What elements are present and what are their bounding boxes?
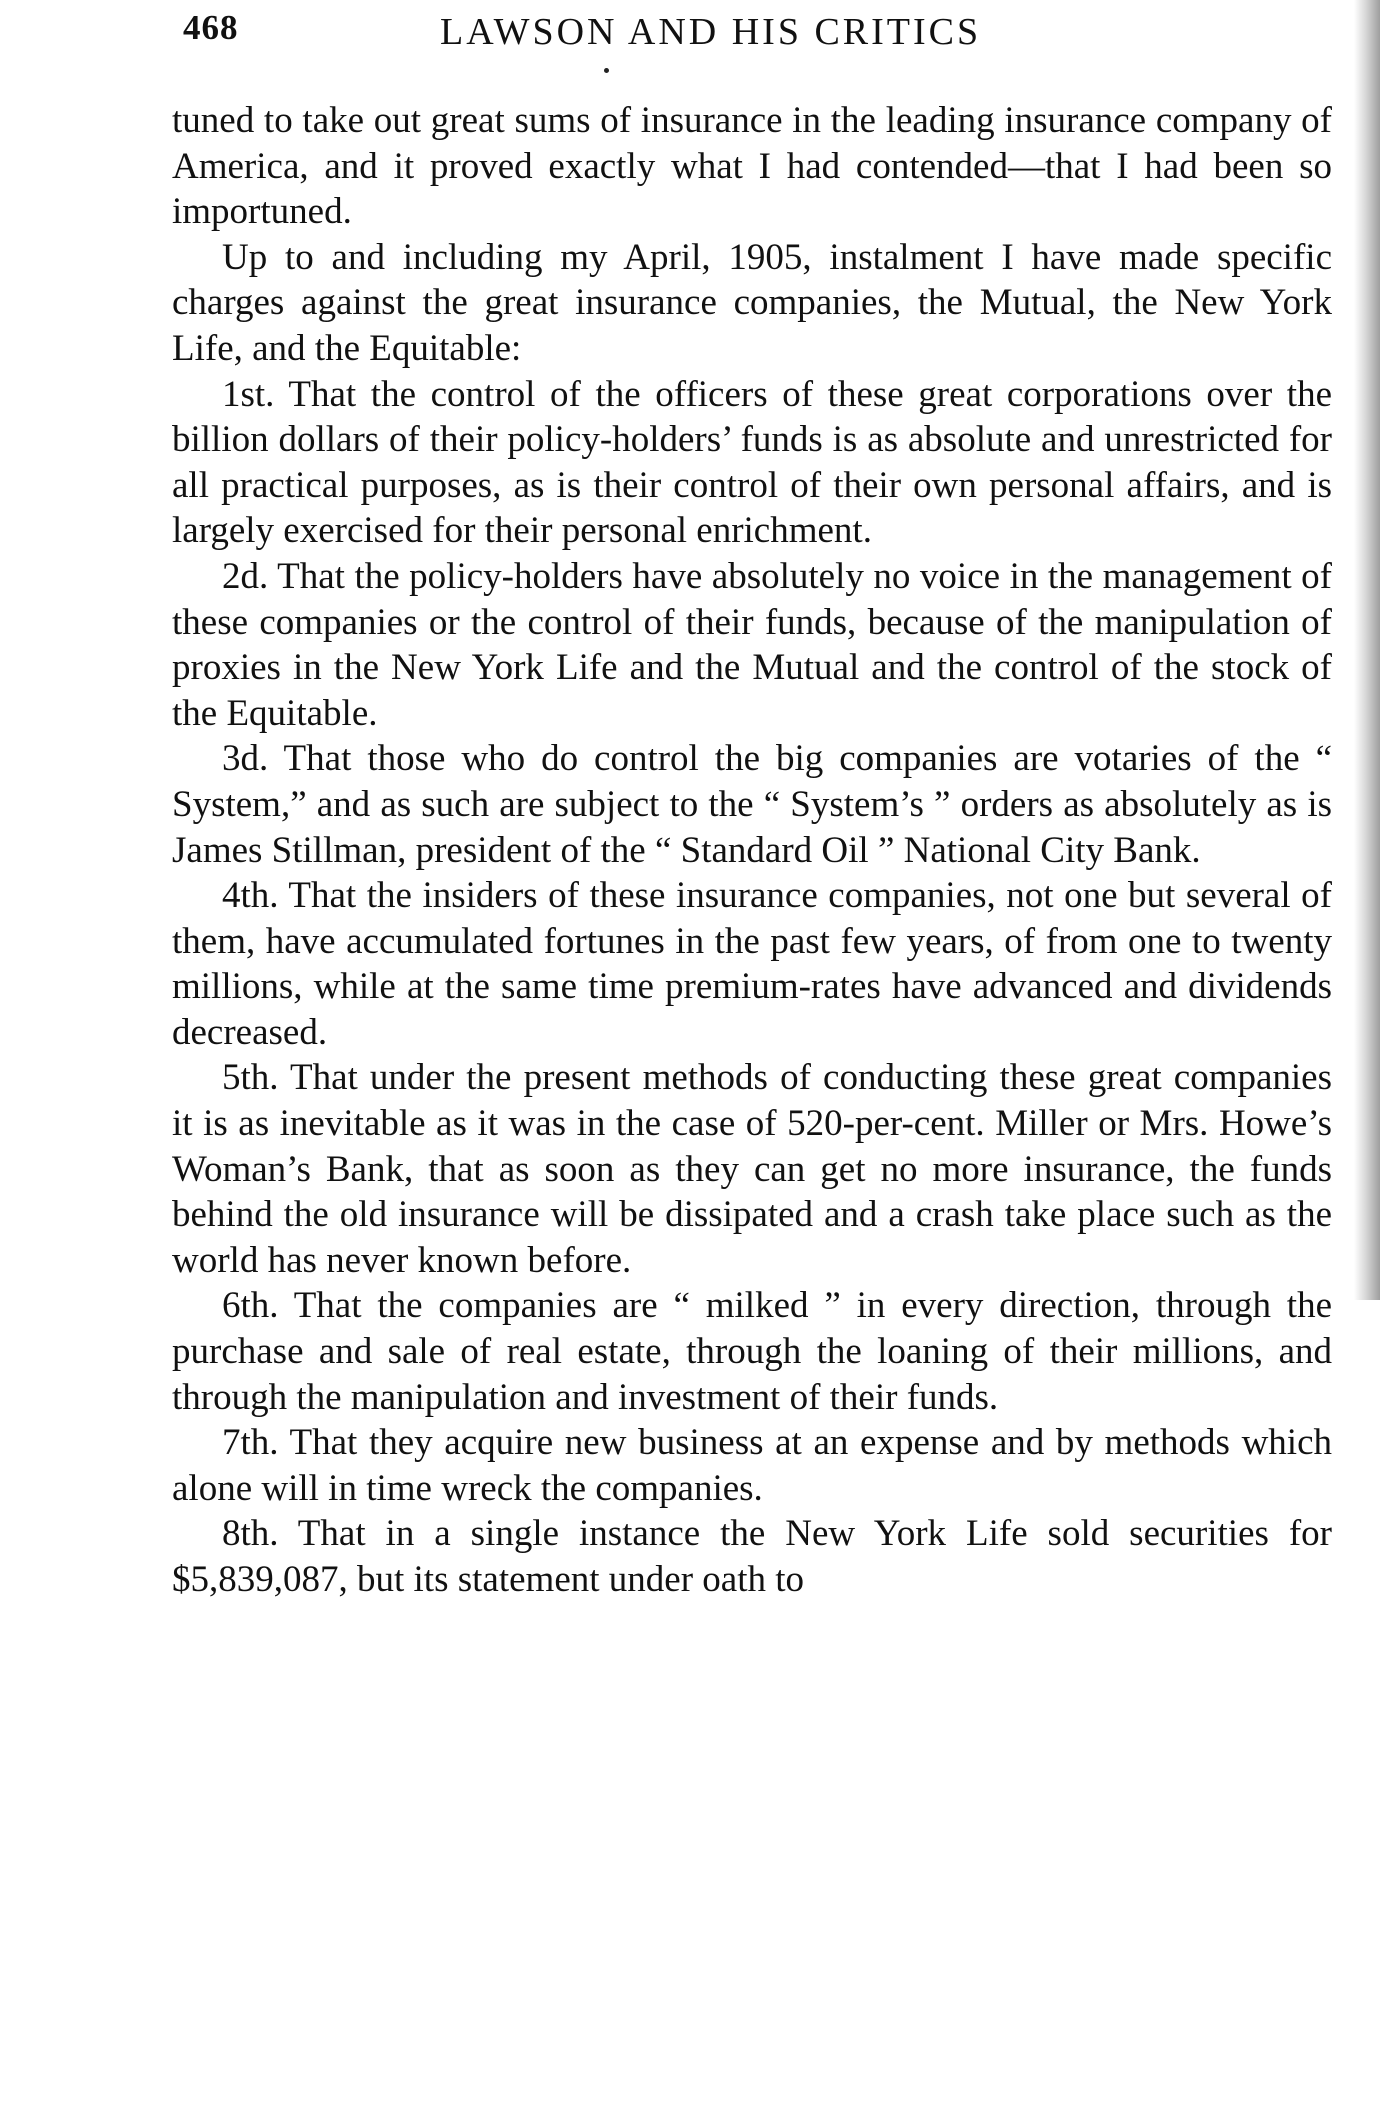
page-number: 468 — [183, 8, 239, 47]
charge-2d: 2d. That the policy-holders have absolutely no voice in the management of these companies or the control of their funds, because of the manipulation of proxies in the New York Life and the Mutual and the control of the stock of the Equitable. — [172, 555, 1332, 734]
charge-7th: 7th. That they acquire new business at an expense and by methods which alone will in time wreck the companies. — [172, 1422, 1332, 1509]
charge-4th: 4th. That the insiders of these insurance companies, not one but several of them, have accumulated fortunes in the past few years, of from one to twenty millions, while at the same time premium-rates have advanced and dividends decreased. — [172, 875, 1332, 1053]
charge-3d: 3d. That those who do control the big companies are votaries of the “ System,” and as such are subject to the “ System’s ” orders as absolutely as is James Stillman, president of the “ Standard Oil ” National City Bank. — [172, 738, 1332, 871]
ink-dot — [604, 68, 609, 73]
paragraph-intro: Up to and including my April, 1905, instalment I have made specific charges against the great insurance companies, the Mutual, the New York Life, and the Equitable: — [172, 236, 1332, 369]
body-text — [172, 98, 1332, 1603]
charge-8th: 8th. That in a single instance the New York Life sold securities for $5,839,087, but its statement under oath to — [172, 1513, 1332, 1600]
page-edge-shadow — [1354, 0, 1380, 1300]
page-header — [183, 8, 1333, 58]
charge-6th: 6th. That the companies are “ milked ” in every direction, through the purchase and sale of real estate, through the loaning of their millions, and through the manipulation and investment of their funds. — [172, 1285, 1332, 1418]
charge-1st: 1st. That the control of the officers of these great corporations over the billion dollars of their policy-holders’ funds is as absolute and unrestricted for all practical purposes, as is their control of their own personal affairs, and is largely exercised for their personal enrichment. — [172, 373, 1332, 552]
charge-5th: 5th. That under the present methods of conducting these great companies it is as inevitable as it was in the case of 520-per-cent. Miller or Mrs. Howe’s Woman’s Bank, that as soon as they can get no more insurance, the funds behind the old insurance will be dissipated and a crash take place such as the world has never known before. — [172, 1057, 1332, 1281]
paragraph-continued: tuned to take out great sums of insurance in the leading insurance company of America, and it proved exactly what I had contended—that I had been so importuned. — [172, 100, 1332, 233]
running-title: LAWSON AND HIS CRITICS — [440, 11, 982, 53]
